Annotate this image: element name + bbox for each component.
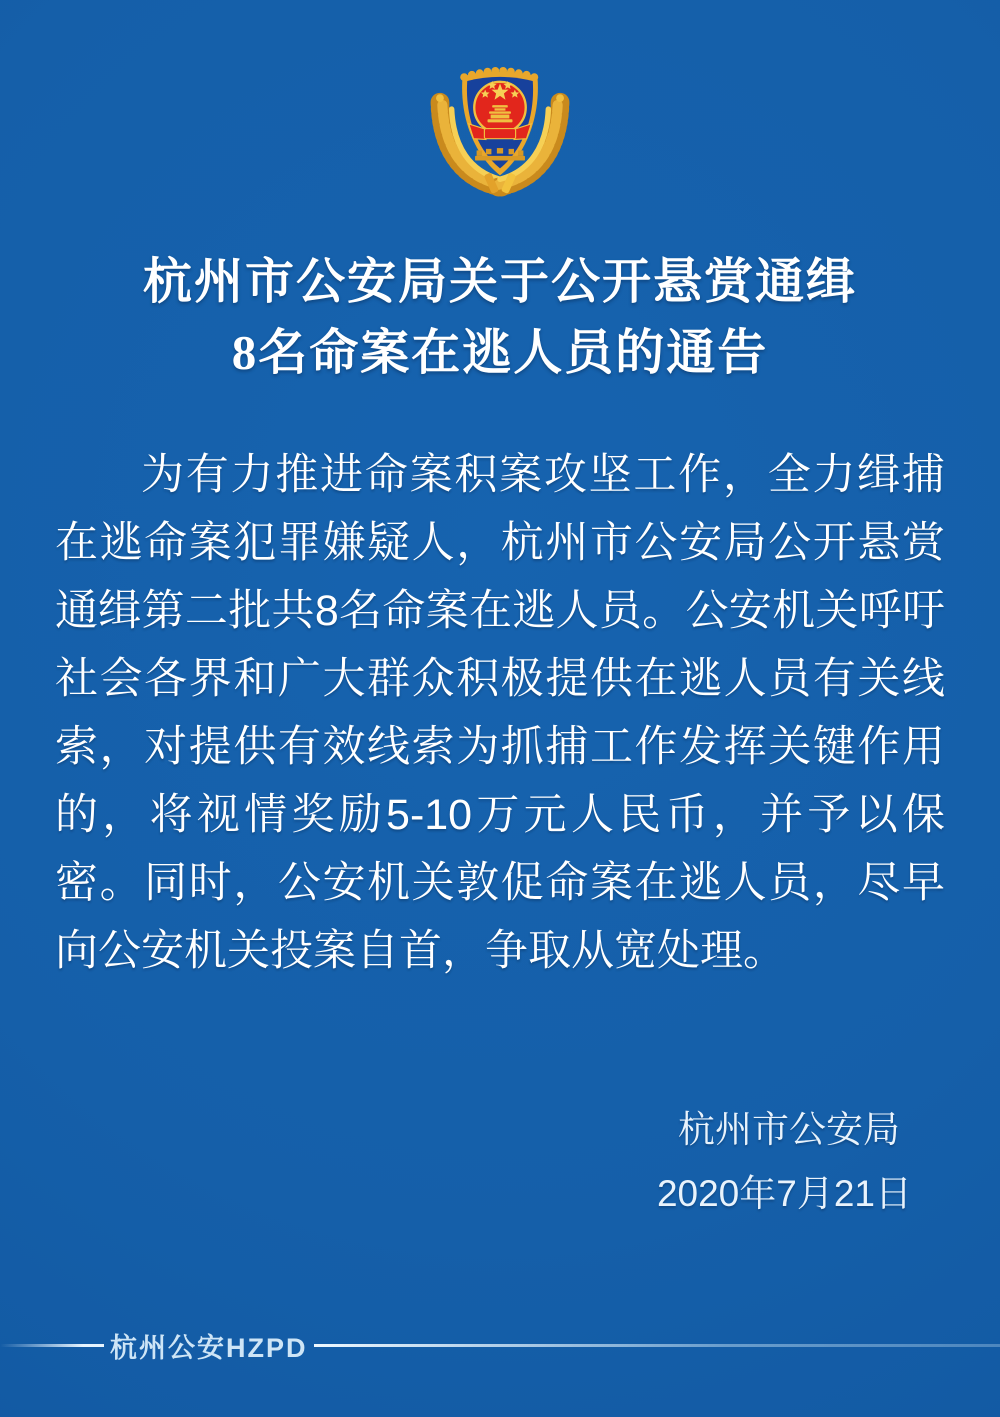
signature-org: 杭州市公安局 <box>678 1109 900 1150</box>
signature-date: 2020年7月21日 <box>656 1173 912 1214</box>
footer-divider-right <box>314 1344 1000 1347</box>
title-line-2: 8名命案在逃人员的通告 <box>231 325 769 380</box>
body-paragraph: 为有力推进命案积案攻坚工作，全力缉捕在逃命案犯罪嫌疑人，杭州市公安局公开悬赏通缉第二批共8名命案在逃人员。公安机关呼吁社会各界和广大群众积极提供在逃人员有关线索，对提供有效线索为抓捕工作发挥关键作用的，将视情奖励5-10万元人民币，并予以保密。同时，公安机关敦促命案在逃人员，尽早向公安机关投案自首，争取从宽处理。 <box>55 451 945 975</box>
page-title <box>0 246 1000 388</box>
police-badge-icon <box>421 42 579 198</box>
footer-divider-left <box>0 1344 104 1347</box>
signature-block <box>657 1098 912 1226</box>
title-line-1: 杭州市公安局关于公开悬赏通缉 <box>142 254 857 309</box>
notice-body <box>55 441 945 985</box>
footer <box>0 1326 1000 1364</box>
footer-label: 杭州公安HZPD <box>110 1332 308 1363</box>
